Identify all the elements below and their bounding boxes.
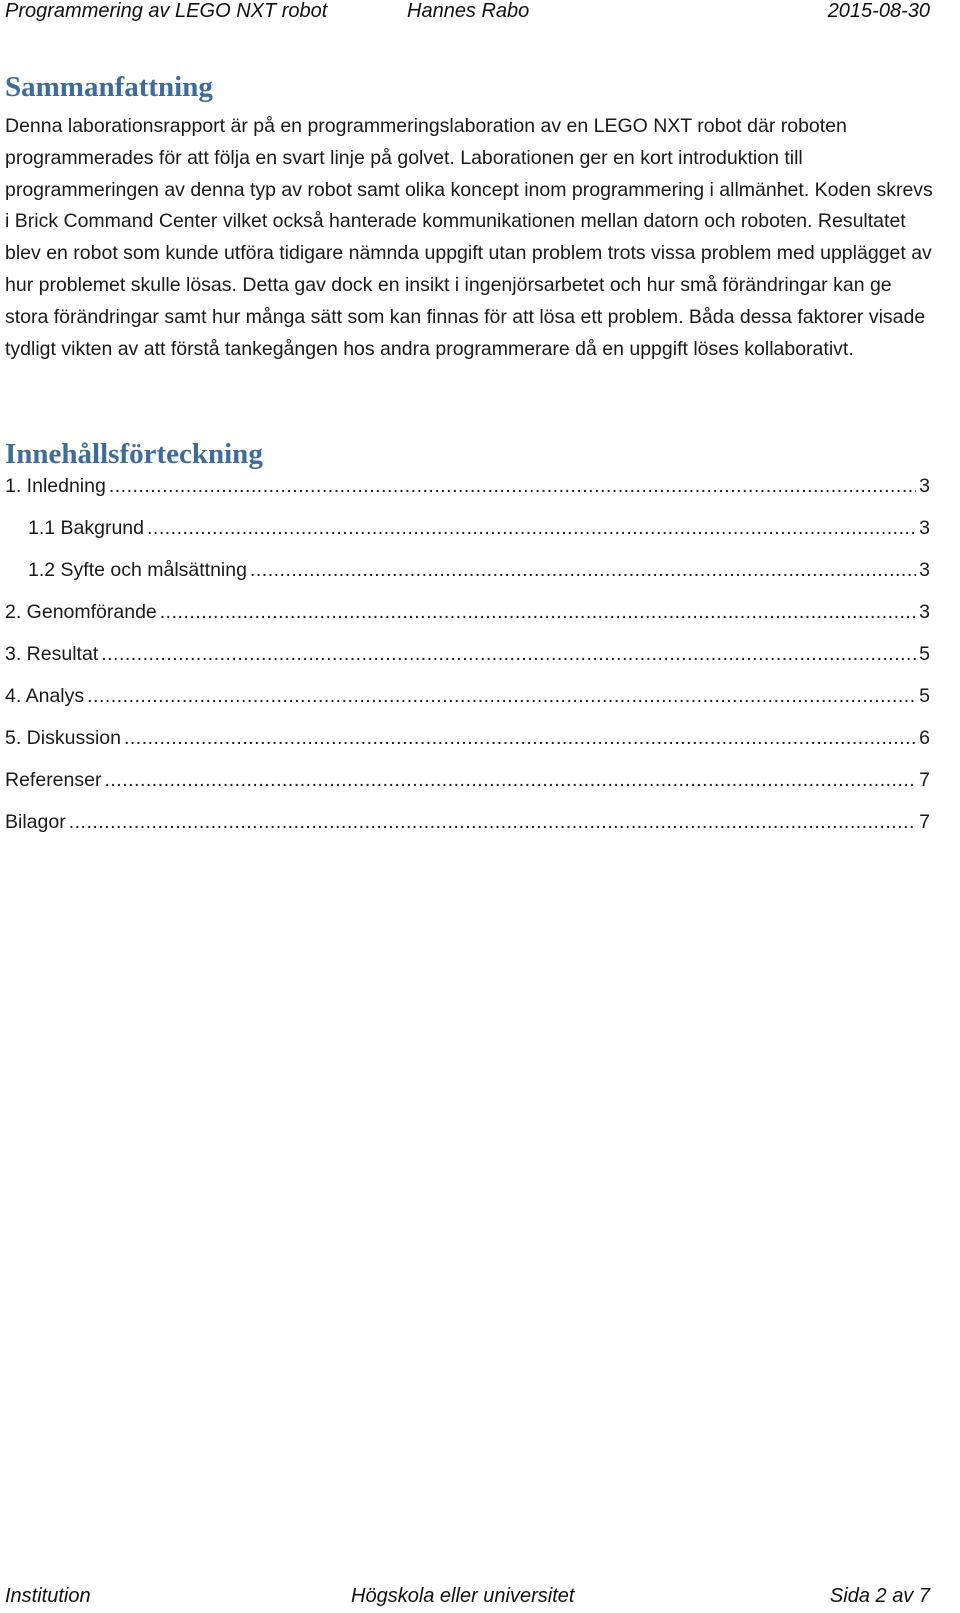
footer-institution: Institution	[5, 1585, 91, 1607]
toc-entry-bakgrund[interactable]	[5, 514, 930, 556]
toc-entry-page: 7	[919, 769, 930, 791]
toc-dot-leader	[160, 598, 916, 626]
toc-entry-analys[interactable]	[5, 682, 930, 724]
toc-entry-page: 3	[919, 517, 930, 539]
toc-entry-label: 1. Inledning	[5, 475, 106, 497]
toc-heading: Innehållsförteckning	[5, 438, 263, 470]
summary-paragraph: Denna laborationsrapport är på en programmeringslaboration av en LEGO NXT robot där roboten programmerades för att följa en svart linje på golvet. Laborationen ger en kort introduktion till programmeringen av denna typ av robot samt olika koncept inom programmering i allmänhet. Koden skrevs i Brick Command Center vilket också hanterade kommunikationen mellan datorn och roboten. Resultatet blev en robot som kunde utföra tidigare nämnda uppgift utan problem trots vissa problem med upplägget av hur problemet skulle lösas. Detta gav dock en insikt i ingenjörsarbetet och hur små förändringar kan ge stora förändringar samt hur många sätt som kan finnas för att lösa ett problem. Båda dessa faktorer visade tydligt vikten av att förstå tankegången hos andra programmerare då en uppgift löses kollaborativt.	[5, 115, 933, 360]
toc-entry-label: 3. Resultat	[5, 643, 99, 665]
toc-entry-genomforande[interactable]	[5, 598, 930, 640]
footer-page-number: Sida 2 av 7	[829, 1585, 930, 1607]
toc-dot-leader	[147, 514, 916, 542]
header-author: Hannes Rabo	[407, 0, 530, 22]
toc-entry-label: 1.1 Bakgrund	[28, 517, 145, 539]
toc-entry-page: 3	[919, 475, 930, 497]
toc-dot-leader	[124, 724, 916, 752]
toc-entry-label: Bilagor	[5, 811, 66, 833]
toc-entry-page: 3	[919, 559, 930, 581]
toc-entry-diskussion[interactable]	[5, 724, 930, 766]
toc-entry-label: 4. Analys	[5, 685, 85, 707]
toc-entry-syfte[interactable]	[5, 556, 930, 598]
toc-entry-page: 5	[919, 685, 930, 707]
toc-entry-page: 3	[919, 601, 930, 623]
toc-dot-leader	[109, 472, 916, 500]
toc-dot-leader	[101, 640, 916, 668]
page-header	[5, 0, 930, 28]
footer-university: Högskola eller universitet	[351, 1585, 575, 1607]
toc-entry-resultat[interactable]	[5, 640, 930, 682]
page-footer	[5, 1585, 930, 1613]
toc-entry-inledning[interactable]	[5, 472, 930, 514]
toc-dot-leader	[104, 766, 916, 794]
toc-dot-leader	[87, 682, 916, 710]
toc-entry-page: 7	[919, 811, 930, 833]
toc-entry-label: 1.2 Syfte och målsättning	[28, 559, 247, 581]
toc-entry-page: 6	[919, 727, 930, 749]
toc-entry-page: 5	[919, 643, 930, 665]
summary-heading: Sammanfattning	[5, 71, 213, 103]
table-of-contents	[5, 472, 930, 850]
toc-dot-leader	[69, 808, 916, 836]
header-document-title: Programmering av LEGO NXT robot	[5, 0, 328, 22]
toc-entry-bilagor[interactable]	[5, 808, 930, 850]
toc-dot-leader	[250, 556, 916, 584]
toc-entry-label: 5. Diskussion	[5, 727, 121, 749]
toc-entry-label: Referenser	[5, 769, 102, 791]
header-date: 2015-08-30	[827, 0, 930, 22]
toc-entry-label: 2. Genomförande	[5, 601, 157, 623]
toc-entry-referenser[interactable]	[5, 766, 930, 808]
